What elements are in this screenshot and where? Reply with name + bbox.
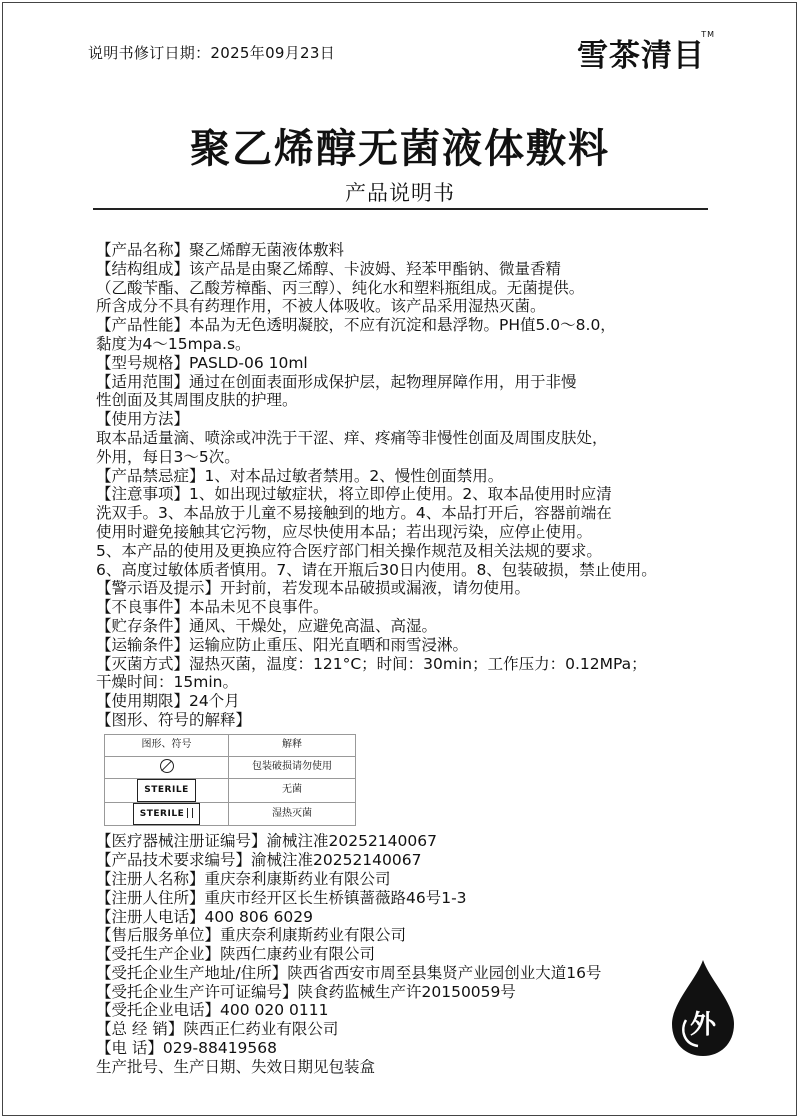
symbol-table [104,734,356,827]
revision-date: 说明书修订日期：2025年09月23日 [88,44,336,62]
text-line: 【警示语及提示】开封前，若发现本品破损或漏液，请勿使用。 [96,579,531,598]
text-line: 黏度为4～15mpa.s。 [96,334,251,353]
text-line: 所含成分不具有药理作用，不被人体吸收。该产品采用湿热灭菌。 [96,297,546,316]
text-line: 洗双手。3、本品放于儿童不易接触到的地方。4、本品打开后，容器前端在 [96,504,612,523]
moist-heat-sterile-icon: STERILE [133,803,200,826]
symbol-meaning: 湿热灭菌 [229,802,356,826]
text-line: 使用时避免接触其它污物，应尽快使用本品；若出现污染，应停止使用。 [96,522,593,541]
text-line: （乙酸苄酯、乙酸芳樟酯、丙三醇）、纯化水和塑料瓶组成。无菌提供。 [96,278,585,297]
symbol-table-header [105,734,356,756]
no-use-if-damaged-icon [160,759,174,773]
title-divider [93,208,708,210]
text-line: 【产品性能】本品为无色透明凝胶，不应有沉淀和悬浮物。PH值5.0～8.0， [96,316,616,335]
document-subtitle: 产品说明书 [345,181,455,205]
text-line: 【医疗器械注册证编号】渝械注准20252140067 [96,832,437,851]
text-line: 【受托企业生产地址/住所】陕西省西安市周至县集贤产业园创业大道16号 [96,963,602,982]
text-line: 外用，每日3～5次。 [96,447,240,466]
text-line: 【受托生产企业】陕西仁康药业有限公司 [96,945,376,964]
product-title: 聚乙烯醇无菌液体敷料 [190,126,610,172]
text-line: 生产批号、生产日期、失效日期见包装盒 [96,1057,376,1076]
instruction-sections-top [96,241,706,730]
table-row [105,778,356,802]
text-line: 【注意事项】1、如出现过敏症状，将立即停止使用。2、取本品使用时应清 [96,485,612,504]
text-line: 【结构组成】该产品是由聚乙烯醇、卡波姆、羟苯甲酯钠、微量香精 [96,259,562,278]
text-line: 【售后服务单位】重庆奈利康斯药业有限公司 [96,926,407,945]
text-line: 【使用方法】 [96,410,190,429]
text-line: 【注册人住所】重庆市经开区长生桥镇蔷薇路46号1-3 [96,888,467,907]
text-line: 【产品名称】聚乙烯醇无菌液体敷料 [96,241,345,259]
text-line: 【受托企业电话】400 020 0111 [96,1001,329,1020]
text-line: 【受托企业生产许可证编号】陕食药监械生产许20150059号 [96,982,516,1001]
sterile-icon: STERILE [137,779,195,802]
instruction-body [96,241,706,1077]
symbol-column-header: 图形、符号 [105,734,229,756]
text-line: 【不良事件】本品未见不良事件。 [96,598,329,617]
text-line: 5、本产品的使用及更换应符合医疗部门相关操作规范及相关法规的要求。 [96,541,602,560]
table-row [105,802,356,826]
text-line: 取本品适量滴、喷涂或冲洗于干涩、痒、疼痛等非慢性创面及周围皮肤处， [96,428,608,447]
text-line: 【电 话】029-88419568 [96,1039,277,1058]
text-line: 性创面及其周围皮肤的护理。 [96,391,298,410]
text-line: 【运输条件】运输应防止重压、阳光直晒和雨雪浸淋。 [96,635,469,654]
text-line: 【注册人名称】重庆奈利康斯药业有限公司 [96,869,391,888]
text-line: 【注册人电话】400 806 6029 [96,907,313,926]
symbol-meaning: 无菌 [229,778,356,802]
text-line: 【图形、符号的解释】 [96,710,252,729]
text-line: 【型号规格】PASLD-06 10ml [96,353,308,372]
meaning-column-header: 解释 [229,734,356,756]
text-line: 【产品技术要求编号】渝械注准20252140067 [96,851,422,870]
table-row [105,756,356,778]
text-line: 干燥时间：15min。 [96,673,238,692]
text-line: 【适用范围】通过在创面表面形成保护层，起物理屏障作用，用于非慢 [96,372,577,391]
text-line: 【使用期限】24个月 [96,692,240,711]
text-line: 【总 经 销】陕西正仁药业有限公司 [96,1020,339,1039]
text-line: 【贮存条件】通风、干燥处，应避免高温、高湿。 [96,616,438,635]
trademark-mark: TM [701,30,715,39]
external-use-label: 外 [689,1010,716,1040]
brand-name: 雪茶清目 [577,38,705,74]
text-line: 【产品禁忌症】1、对本品过敏者禁用。2、慢性创面禁用。 [96,466,504,485]
symbol-meaning: 包装破损请勿使用 [229,756,356,778]
text-line: 6、高度过敏体质者慎用。7、请在开瓶后30日内使用。8、包装破损，禁止使用。 [96,560,657,579]
instruction-sections-bottom [96,832,706,1076]
text-line: 【灭菌方式】湿热灭菌，温度：121°C；时间：30min；工作压力：0.12MPa； [96,654,647,673]
brand-logo [577,30,715,75]
